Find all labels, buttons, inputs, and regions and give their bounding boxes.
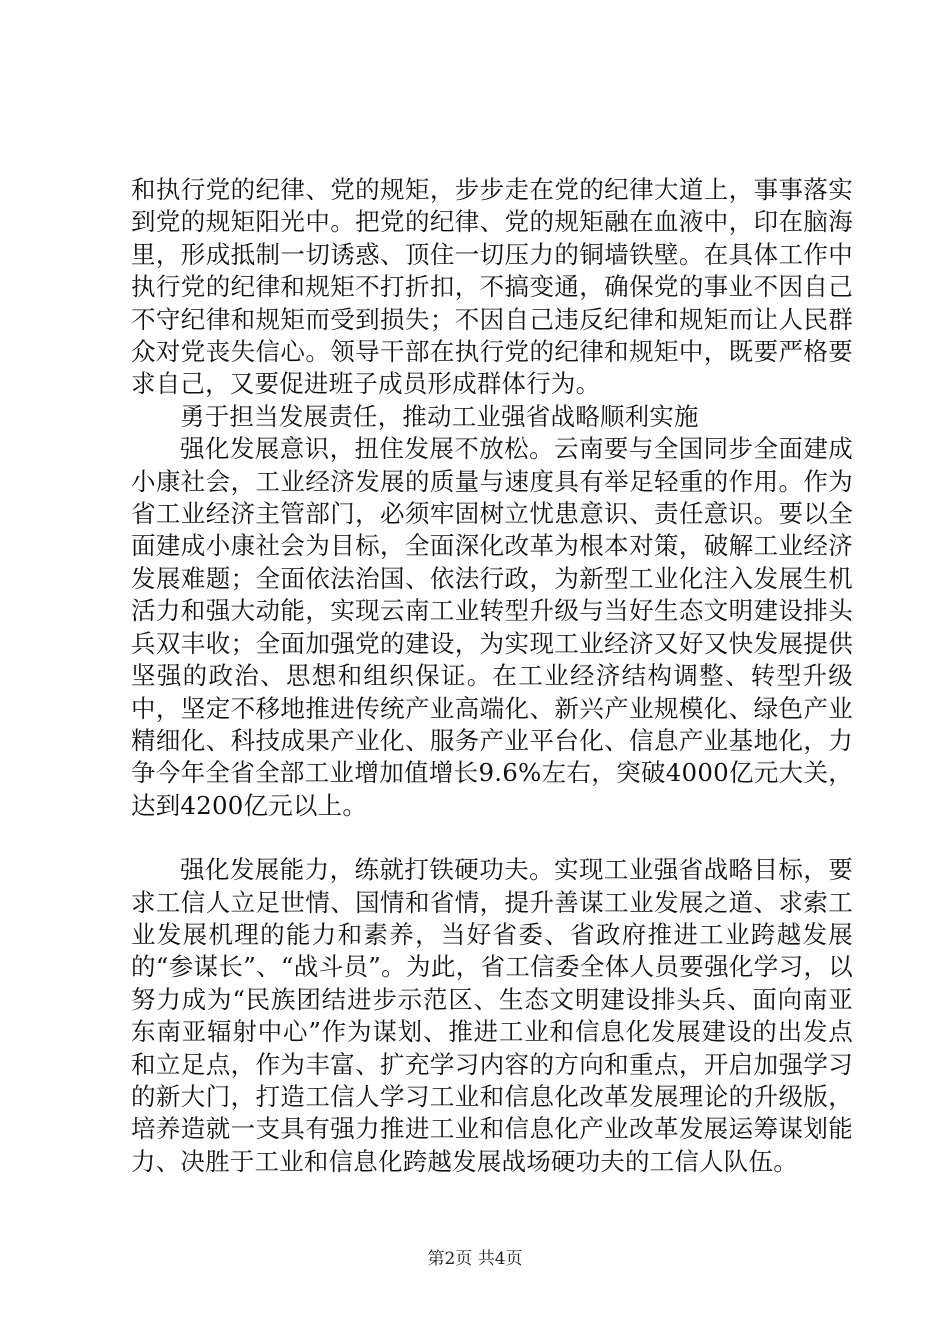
document-body — [131, 174, 853, 1178]
section-heading: 勇于担当发展责任，推动工业强省战略顺利实施 — [180, 401, 699, 431]
paragraph-discipline: 和执行党的纪律、党的规矩，步步走在党的纪律大道上，事事落实到党的规矩阳光中。把党的纪律、党的规矩融在血液中，印在脑海里，形成抵制一切诱惑、顶住一切压力的铜墙铁壁。在具体工作中执行党的纪律和规矩不打折扣，不搞变通，确保党的事业不因自己不守纪律和规矩而受到损失；不因自己违反纪律和规矩而让人民群众对党丧失信心。领导干部在执行党的纪律和规矩中，既要严格要求自己，又要促进班子成员形成群体行为。 — [131, 175, 853, 399]
paragraph-development-awareness: 强化发展意识，扭住发展不放松。云南要与全国同步全面建成小康社会，工业经济发展的质量与速度具有举足轻重的作用。作为省工业经济主管部门，必须牢固树立忧患意识、责任意识。要以全面建成小康社会为目标，全面深化改革为根本对策，破解工业经济发展难题；全面依法治国、依法行政，为新型工业化注入发展生机活力和强大动能，实现云南工业转型升级与当好生态文明建设排头兵双丰收；全面加强党的建设，为实现工业经济又好又快发展提供坚强的政治、思想和组织保证。在工业经济结构调整、转型升级中，坚定不移地推进传统产业高端化、新兴产业规模化、绿色产业精细化、科技成果产业化、服务产业平台化、信息产业基地化，力争今年全省全部工业增加值增长9.6%左右，突破4000亿元大关，达到4200亿元以上。 — [131, 434, 853, 820]
paragraph-spacer — [131, 822, 853, 854]
page-footer: 第2页 共4页 — [427, 1249, 523, 1269]
paragraph-development-ability: 强化发展能力，练就打铁硬功夫。实现工业强省战略目标，要求工信人立足世情、国情和省情，提升善谋工业发展之道、求索工业发展机理的能力和素养，当好省委、省政府推进工业跨越发展的“参谋长”、“战斗员”。为此，省工信委全体人员要强化学习，以努力成为“民族团结进步示范区、生态文明建设排头兵、面向南亚东南亚辐射中心”作为谋划、推进工业和信息化发展建设的出发点和立足点，作为丰富、扩充学习内容的方向和重点，开启加强学习的新大门，打造工信人学习工业和信息化改革发展理论的升级版，培养造就一支具有强力推进工业和信息化产业改革发展运筹谋划能力、决胜于工业和信息化跨越发展战场硬功夫的工信人队伍。 — [131, 855, 853, 1176]
